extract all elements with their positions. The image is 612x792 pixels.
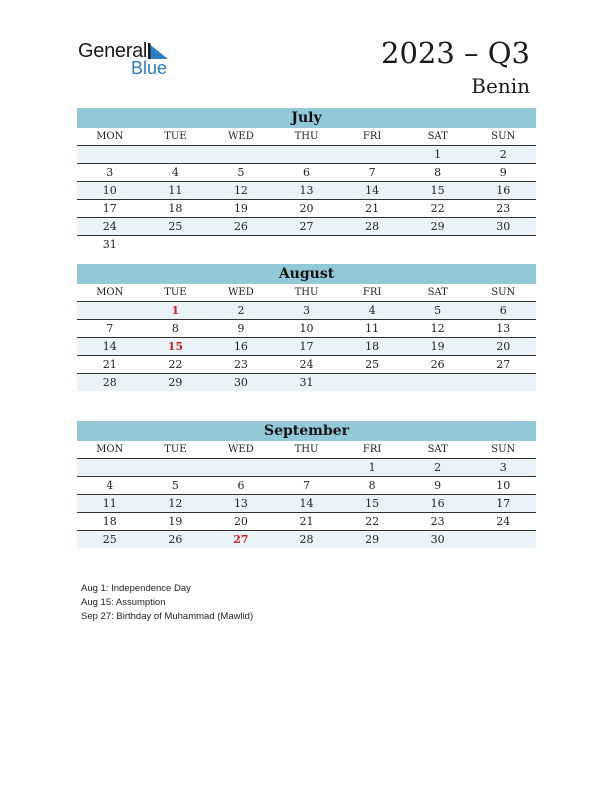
day-cell: 22: [168, 358, 183, 371]
week-row: [77, 320, 536, 338]
day-cell: 12: [430, 322, 445, 335]
day-cell: 4: [368, 304, 376, 317]
day-cell: 2: [237, 304, 245, 317]
day-cell: 13: [233, 497, 248, 510]
week-row: [77, 236, 536, 253]
holiday-notes: [81, 582, 253, 624]
weekday-label: FRI: [362, 131, 382, 142]
day-cell: 8: [368, 479, 376, 492]
day-cell: 18: [102, 515, 117, 528]
day-cell: 11: [168, 184, 183, 197]
day-cell: 17: [496, 497, 511, 510]
brand-general: General: [78, 40, 148, 62]
day-cell: 19: [430, 340, 445, 353]
brand-logo: [78, 40, 188, 80]
day-cell: 5: [434, 304, 442, 317]
day-cell: 5: [237, 166, 245, 179]
weekday-label: WED: [228, 287, 254, 298]
weekday-label: SUN: [491, 287, 516, 298]
day-cell: 22: [430, 202, 445, 215]
day-cell: 31: [102, 238, 117, 251]
day-cell: [339, 146, 405, 163]
day-cell: 29: [430, 220, 445, 233]
day-cell: 17: [102, 202, 117, 215]
day-cell: 12: [168, 497, 183, 510]
day-cell: 24: [102, 220, 117, 233]
day-cell: 1: [368, 461, 376, 474]
day-cell: 14: [365, 184, 380, 197]
week-row: [77, 164, 536, 182]
day-cell: 16: [430, 497, 445, 510]
day-cell: 19: [233, 202, 248, 215]
weekday-label: FRI: [362, 287, 382, 298]
day-cell: 22: [365, 515, 380, 528]
day-cell: 25: [168, 220, 183, 233]
weekday-label: TUE: [164, 131, 187, 142]
day-cell: [274, 236, 340, 253]
day-cell: 9: [237, 322, 245, 335]
day-cell: 12: [233, 184, 248, 197]
day-cell: 15: [430, 184, 445, 197]
day-cell: 9: [434, 479, 442, 492]
day-cell: [470, 374, 536, 391]
day-cell: 13: [496, 322, 511, 335]
day-cell: [274, 146, 340, 163]
day-cell: [470, 531, 536, 548]
holiday-note: Aug 1: Independence Day: [81, 583, 191, 594]
day-cell: 20: [233, 515, 248, 528]
day-cell: [77, 146, 143, 163]
day-cell: 20: [496, 340, 511, 353]
day-cell: [208, 146, 274, 163]
day-cell: 6: [303, 166, 311, 179]
day-cell: 28: [102, 376, 117, 389]
day-cell: 18: [365, 340, 380, 353]
weekday-header-row: [77, 284, 536, 302]
weekday-label: TUE: [164, 444, 187, 455]
day-cell: 30: [233, 376, 248, 389]
weekday-header-row: [77, 441, 536, 459]
day-cell: 8: [171, 322, 179, 335]
day-cell: 8: [434, 166, 442, 179]
day-cell: 7: [368, 166, 376, 179]
day-cell: 10: [299, 322, 314, 335]
day-cell: 9: [499, 166, 507, 179]
week-row: [77, 200, 536, 218]
day-cell: 14: [299, 497, 314, 510]
day-cell: 14: [102, 340, 117, 353]
day-cell: 15: [365, 497, 380, 510]
week-row: [77, 531, 536, 548]
month-header: August: [77, 264, 536, 284]
weekday-label: TUE: [164, 287, 187, 298]
day-cell: 20: [299, 202, 314, 215]
day-cell: 23: [496, 202, 511, 215]
day-cell: 25: [365, 358, 380, 371]
day-cell: 10: [102, 184, 117, 197]
week-row: [77, 356, 536, 374]
day-cell: 26: [168, 533, 183, 546]
day-cell: 4: [106, 479, 114, 492]
day-cell: 15: [167, 340, 184, 353]
day-cell: 29: [365, 533, 380, 546]
week-row: [77, 182, 536, 200]
day-cell: [405, 236, 471, 253]
day-cell: 3: [499, 461, 507, 474]
day-cell: [470, 236, 536, 253]
weekday-label: THU: [294, 287, 319, 298]
day-cell: 27: [496, 358, 511, 371]
day-cell: 23: [233, 358, 248, 371]
day-cell: 19: [168, 515, 183, 528]
day-cell: 7: [106, 322, 114, 335]
page-title: 2023 – Q3: [381, 36, 530, 70]
month-header: July: [77, 108, 536, 128]
day-cell: 21: [102, 358, 117, 371]
day-cell: [339, 374, 405, 391]
day-cell: [405, 374, 471, 391]
weekday-label: THU: [294, 131, 319, 142]
day-cell: 25: [102, 533, 117, 546]
day-cell: [208, 459, 274, 476]
day-cell: 17: [299, 340, 314, 353]
day-cell: 3: [106, 166, 114, 179]
day-cell: 23: [430, 515, 445, 528]
day-cell: 18: [168, 202, 183, 215]
weekday-label: WED: [228, 444, 254, 455]
weekday-label: SUN: [491, 444, 516, 455]
day-cell: [143, 146, 209, 163]
month-august: [77, 264, 536, 391]
day-cell: 27: [299, 220, 314, 233]
day-cell: 2: [499, 148, 507, 161]
day-cell: 16: [233, 340, 248, 353]
day-cell: 28: [365, 220, 380, 233]
day-cell: [77, 302, 143, 319]
day-cell: 4: [171, 166, 179, 179]
day-cell: 21: [299, 515, 314, 528]
logo-flag-icon: [148, 43, 168, 59]
week-row: [77, 374, 536, 391]
day-cell: [143, 236, 209, 253]
day-cell: 11: [102, 497, 117, 510]
week-row: [77, 477, 536, 495]
week-row: [77, 218, 536, 236]
country-name: Benin: [471, 74, 530, 98]
day-cell: 6: [499, 304, 507, 317]
holiday-note: Aug 15: Assumption: [81, 597, 166, 608]
weekday-header-row: [77, 128, 536, 146]
weekday-label: SAT: [427, 444, 448, 455]
day-cell: [274, 459, 340, 476]
day-cell: 30: [496, 220, 511, 233]
day-cell: 1: [171, 304, 180, 317]
day-cell: 30: [430, 533, 445, 546]
day-cell: 27: [233, 533, 249, 546]
day-cell: 3: [303, 304, 311, 317]
holiday-note: Sep 27: Birthday of Muhammad (Mawlid): [81, 611, 254, 622]
month-july: [77, 108, 536, 253]
day-cell: [208, 236, 274, 253]
day-cell: 2: [434, 461, 442, 474]
weekday-label: SAT: [427, 287, 448, 298]
day-cell: 1: [434, 148, 442, 161]
week-row: [77, 513, 536, 531]
day-cell: 24: [299, 358, 314, 371]
weekday-label: FRI: [362, 444, 382, 455]
day-cell: 16: [496, 184, 511, 197]
week-row: [77, 338, 536, 356]
month-september: [77, 421, 536, 548]
day-cell: 13: [299, 184, 314, 197]
week-row: [77, 146, 536, 164]
day-cell: 26: [233, 220, 248, 233]
weekday-label: MON: [96, 287, 124, 298]
day-cell: 29: [168, 376, 183, 389]
day-cell: 6: [237, 479, 245, 492]
day-cell: [77, 459, 143, 476]
week-row: [77, 459, 536, 477]
day-cell: 5: [171, 479, 179, 492]
day-cell: 11: [365, 322, 380, 335]
day-cell: 28: [299, 533, 314, 546]
brand-blue: Blue: [131, 58, 168, 78]
week-row: [77, 302, 536, 320]
day-cell: 26: [430, 358, 445, 371]
day-cell: 7: [303, 479, 311, 492]
weekday-label: WED: [228, 131, 254, 142]
weekday-label: MON: [96, 444, 124, 455]
day-cell: 21: [365, 202, 380, 215]
day-cell: 31: [299, 376, 314, 389]
weekday-label: SUN: [491, 131, 516, 142]
weekday-label: THU: [294, 444, 319, 455]
month-header: September: [77, 421, 536, 441]
day-cell: 24: [496, 515, 511, 528]
week-row: [77, 495, 536, 513]
weekday-label: SAT: [427, 131, 448, 142]
day-cell: [143, 459, 209, 476]
weekday-label: MON: [96, 131, 124, 142]
day-cell: [339, 236, 405, 253]
day-cell: 10: [496, 479, 511, 492]
